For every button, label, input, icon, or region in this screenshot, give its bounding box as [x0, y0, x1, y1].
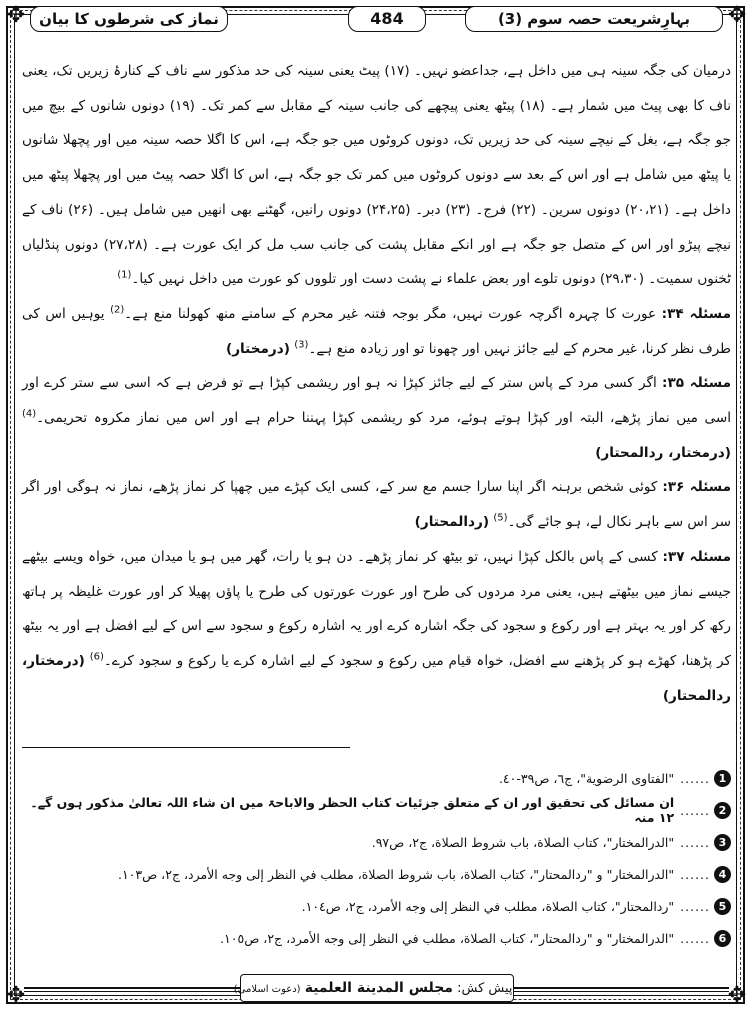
- masala-34: مسئلہ ۳۴: عورت کا چہرہ اگرچہ عورت نہیں، مگر بوجہ فتنہ غیر محرم کے سامنے منھ کھولنا منع ہے۔$^{(2)}$ یوہیں اس کی طرف نظر کرنا، غیر محرم کے لیے جائز نہیں اور چھونا تو اور زیادہ منع ہے۔$^{(3)}$ (درمختار): [22, 304, 731, 357]
- reference: (درمختار): [226, 340, 290, 357]
- masala-label: مسئلہ ۳۵:: [662, 375, 732, 392]
- footnote-number: 1: [714, 770, 731, 787]
- main-text: [22, 54, 731, 713]
- footnote-number: 6: [714, 930, 731, 947]
- footnote: 3 ...... "الدرالمختار"، كتاب الصلاة، باب شروط الصلاة، ج٢، ص٩٧.: [22, 826, 731, 858]
- footer-prefix: پیش کش:: [457, 981, 513, 996]
- publisher-sub: (دعوت اسلامی): [233, 984, 301, 995]
- footnote-number: 3: [714, 834, 731, 851]
- footnote-text: "الفتاوی الرضوية"، ج٦، ص٣٩-٤٠.: [498, 770, 675, 786]
- paragraph: درمیان کی جگہ سینہ ہی میں داخل ہے، جداعضو نہیں۔ (۱۷) پیٹ یعنی سینہ کی حد مذکور سے ناف کے کنارۂ زیریں تک، یعنی ناف کا بھی پیٹ میں شمار ہے۔ (۱۸) پیٹھ یعنی پیچھے کی جانب سینہ کے مقابل سے کمر تک۔ (۱۹) دونوں شانوں کے بیچ میں جو جگہ ہے، بغل کے نیچے سینہ کی حد زیریں تک، دونوں کروٹوں میں جو جگہ ہے، اس کا اگلا حصہ سینہ میں اور پچھلا شانوں یا پیٹھ میں شامل ہے اور اس کے بعد سے دونوں کروٹوں میں کمر تک جو جگہ ہے، اس کا اگلا حصہ پیٹ میں اور پچھلا پیٹھ میں داخل ہے۔ (۲۰،۲۱) دونوں سرین۔ (۲۲) فرج۔ (۲۳) دبر۔ (۲۴،۲۵) دونوں رانیں، گھٹنے بھی انھیں میں شامل ہیں۔ (۲۶) ناف کے نیچے پیڑو اور اس کے متصل جو جگہ ہے اور انکے مقابل پشت کی جانب سب مل کر ایک عورت ہے۔ (۲۷،۲۸) دونوں پنڈلیاں ٹخنوں سمیت۔ (۲۹،۳۰) دونوں تلوے اور بعض علماء نے پشت دست اور تلووں کو عورت میں داخل نہیں کیا۔$^{(1)}$: [22, 63, 731, 288]
- footnote: 1 ...... "الفتاوی الرضوية"، ج٦، ص٣٩-٤٠.: [22, 762, 731, 794]
- page-header: [30, 4, 723, 32]
- chapter-title: نماز کی شرطوں کا بیان: [30, 6, 228, 32]
- masala-label: مسئلہ ۳۶:: [662, 479, 732, 496]
- footnotes: [22, 762, 731, 954]
- footnote-number: 2: [714, 802, 731, 819]
- footnote-text: "الدرالمختار"، كتاب الصلاة، باب شروط الصلاة، ج٢، ص٩٧.: [371, 834, 675, 850]
- corner-ornament-icon: ✥: [727, 983, 747, 1008]
- footnote-marker: (1): [117, 269, 132, 281]
- footnote: 2 ...... ان مسائل کی تحقیق اور ان کے متعلق جزئیات کتاب الحظر والاباحۃ میں ان شاء اللہ تعالیٰ مذکور ہوں گے۔ ۱۲ منہ: [22, 794, 731, 826]
- footnote-separator: [22, 747, 350, 748]
- footnote: 4 ...... "الدرالمختار" و "ردالمحتار"، كتاب الصلاة، باب شروط الصلاة، مطلب في النظر إلى وجه الأمرد، ج٢، ص١٠٣.: [22, 858, 731, 890]
- footnote-marker: (6): [89, 651, 104, 663]
- masala-36: مسئلہ ۳۶: کوئی شخص برہنہ اگر اپنا سارا جسم مع سر کے، کسی ایک کپڑے میں چھپا کر نماز پڑھے، نماز نہ ہوگی اور اگر سر اس سے باہر نکال لے، ہو جائے گی۔$^{(5)}$ (ردالمحتار): [22, 479, 732, 531]
- corner-ornament-icon: ✥: [6, 983, 26, 1008]
- corner-ornament-icon: ✥: [6, 3, 26, 28]
- page-number: 484: [348, 6, 426, 32]
- corner-ornament-icon: ✥: [727, 3, 747, 28]
- publisher-name: مجلس المدينة العلمية: [304, 980, 453, 996]
- footnote-text: "الدرالمختار" و "ردالمحتار"، كتاب الصلاة، مطلب في النظر إلى وجه الأمرد، ج٢، ص١٠٥.: [220, 930, 675, 946]
- footnote-text: "ردالمحتار"، كتاب الصلاة، مطلب في النظر إلى وجه الأمرد، ج٢، ص١٠٤.: [301, 898, 675, 914]
- footnote-number: 5: [714, 898, 731, 915]
- footnote: 5 ...... "ردالمحتار"، كتاب الصلاة، مطلب في النظر إلى وجه الأمرد، ج٢، ص١٠٤.: [22, 890, 731, 922]
- book-title: بہارِشریعت حصہ سوم (3): [465, 6, 723, 32]
- reference: (درمختار، ردالمحتار): [595, 444, 731, 461]
- masala-35: مسئلہ ۳۵: اگر کسی مرد کے پاس ستر کے لیے جائز کپڑا نہ ہو اور ریشمی کپڑا ہے تو فرض ہے کہ اسی سے ستر کرے اور اسی میں نماز پڑھے، البتہ اور کپڑا ہوتے ہوئے، مرد کو ریشمی کپڑا پہننا حرام ہے اور اس میں نماز مکروہ تحریمی۔$^{(4)}$ (درمختار، ردالمحتار): [22, 375, 732, 461]
- masala-label: مسئلہ ۳۴:: [661, 305, 731, 322]
- footnote-text: ان مسائل کی تحقیق اور ان کے متعلق جزئیات کتاب الحظر والاباحۃ میں ان شاء اللہ تعالیٰ مذکور ہوں گے۔ ۱۲ منہ: [30, 795, 675, 825]
- footnote: 6 ...... "الدرالمختار" و "ردالمحتار"، كتاب الصلاة، مطلب في النظر إلى وجه الأمرد، ج٢، ص١٠٥.: [22, 922, 731, 954]
- page-footer: [24, 974, 729, 1002]
- reference: (درمختار، ردالمحتار): [22, 652, 731, 704]
- footnote-text: "الدرالمختار" و "ردالمحتار"، كتاب الصلاة، باب شروط الصلاة، مطلب في النظر إلى وجه الأمرد، ج٢، ص١٠٣.: [117, 866, 675, 882]
- footnote-marker: (4): [22, 408, 37, 420]
- reference: (ردالمحتار): [414, 514, 490, 531]
- footnote-marker: (5): [493, 512, 508, 524]
- masala-37: مسئلہ ۳۷: کسی کے پاس بالکل کپڑا نہیں، تو بیٹھ کر نماز پڑھے۔ دن ہو یا رات، گھر میں ہو یا میدان میں، خواہ ویسے بیٹھے جیسے نماز میں بیٹھتے ہیں، یعنی مرد مردوں کی طرح اور عورت عورتوں کی طرح یا پاؤں پھیلا کر اور عورت غلیظہ پر ہاتھ رکھ کر اور یہ بہتر ہے اور رکوع و سجود کی جگہ اشارہ کرے اور یہ اشارہ رکوع و سجود سے اس کے لیے افضل ہے اور یہ بیٹھ کر پڑھنا، کھڑے ہو کر پڑھنے سے افضل، خواہ قیام میں رکوع و سجود کے لیے اشارہ کرے یا رکوع و سجود کرے۔$^{(6)}$ (درمختار، ردالمحتار): [22, 548, 731, 704]
- publisher-box: [233, 974, 514, 1002]
- footnote-number: 4: [714, 866, 731, 883]
- footnote-marker: (2): [110, 304, 125, 316]
- masala-label: مسئلہ ۳۷:: [662, 548, 731, 565]
- footnote-marker: (3): [294, 339, 309, 351]
